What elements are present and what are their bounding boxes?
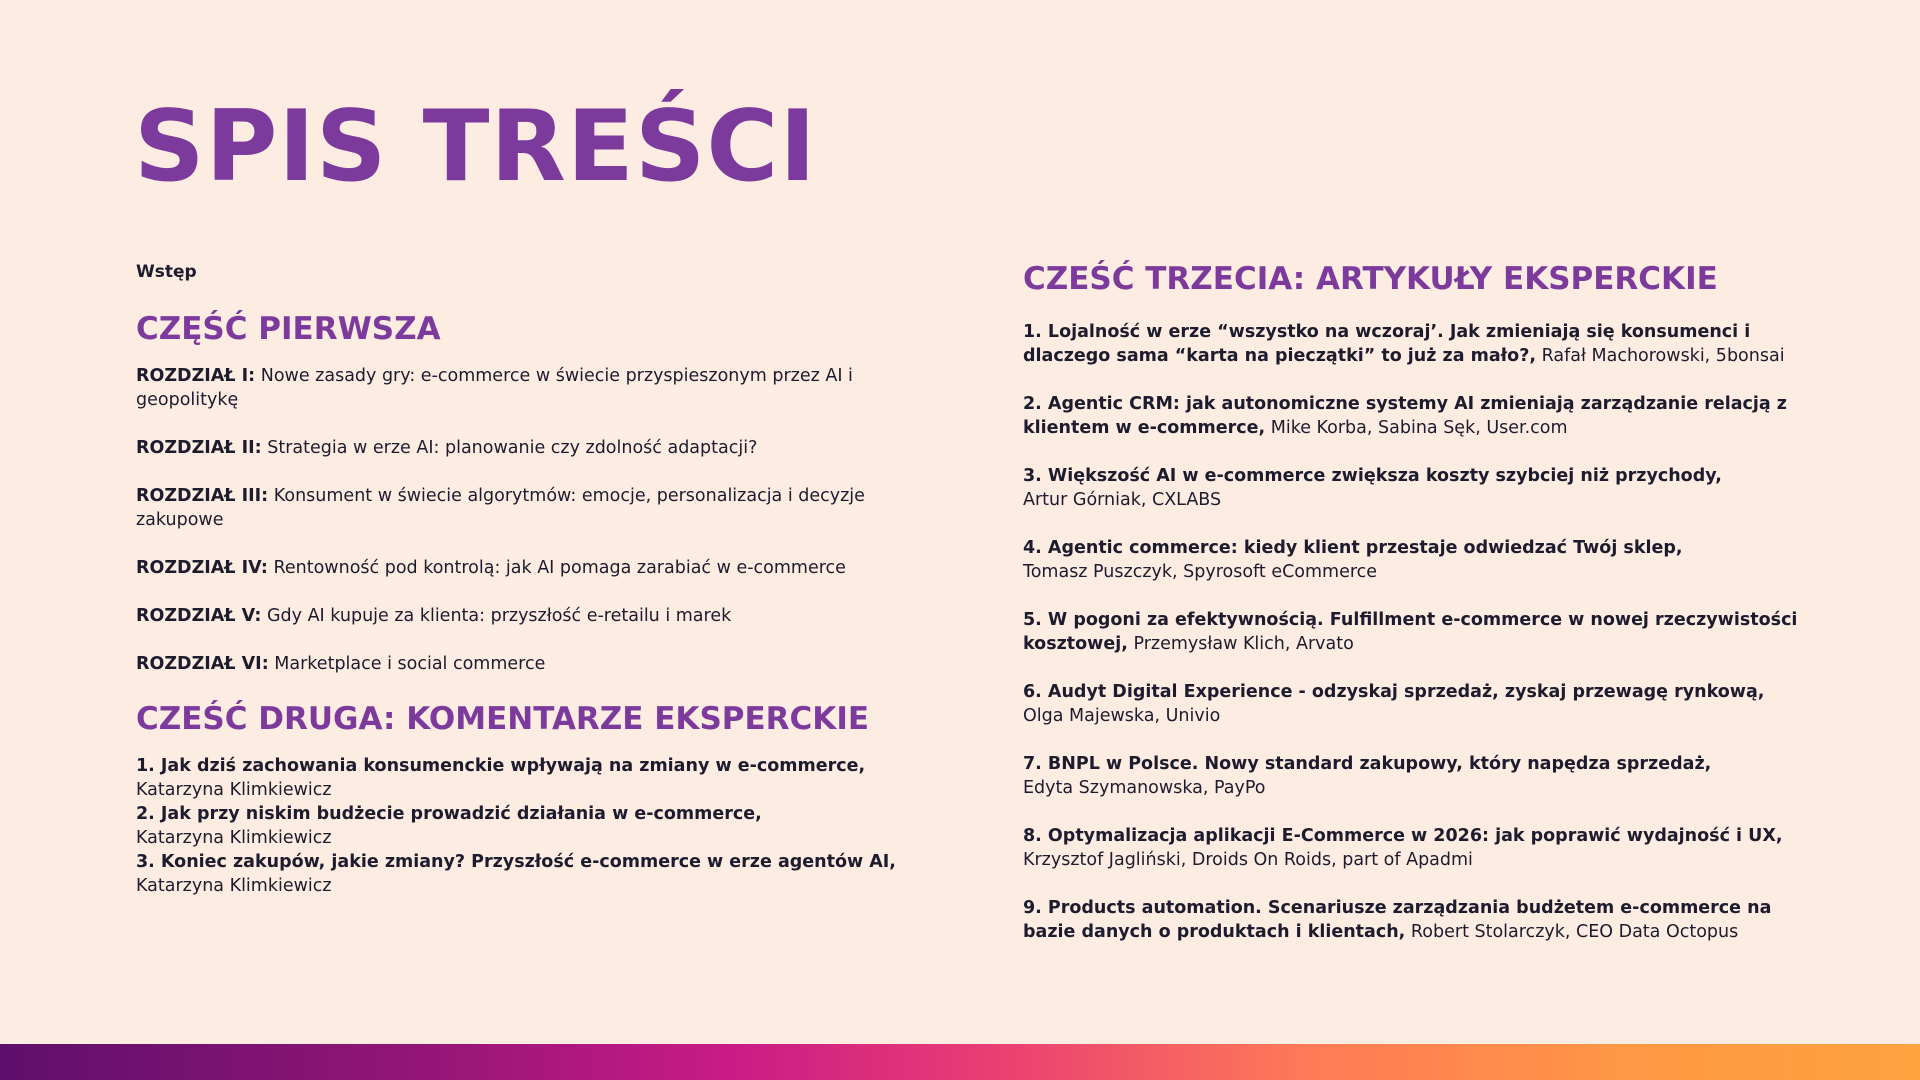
article-author: Rafał Machorowski, 5bonsai [1541, 346, 1785, 366]
article-item[interactable] [1023, 896, 1823, 944]
comment-title: 3. Koniec zakupów, jakie zmiany? Przyszłość e-commerce w erze agentów AI, [136, 852, 896, 872]
article-author: Krzysztof Jagliński, Droids On Roids, part of Apadmi [1023, 850, 1473, 870]
chapter-list [136, 364, 896, 676]
article-item[interactable] [1023, 464, 1823, 512]
comment-title: 2. Jak przy niskim budżecie prowadzić działania w e-commerce, [136, 804, 762, 824]
chapter-label: ROZDZIAŁ VI: [136, 654, 269, 674]
part2-heading: CZEŚĆ DRUGA: KOMENTARZE EKSPERCKIE [136, 701, 870, 737]
article-item[interactable] [1023, 752, 1823, 800]
chapter-text: Marketplace i social commerce [274, 654, 546, 674]
chapter-text: Rentowność pod kontrolą: jak AI pomaga zarabiać w e-commerce [273, 558, 846, 578]
article-title: 4. Agentic commerce: kiedy klient przestaje odwiedzać Twój sklep, [1023, 538, 1683, 558]
article-author: Artur Górniak, CXLABS [1023, 490, 1222, 510]
chapter-text: Strategia w erze AI: planowanie czy zdolność adaptacji? [267, 438, 758, 458]
comment-item[interactable] [136, 850, 896, 898]
article-item[interactable] [1023, 824, 1823, 872]
chapter-item[interactable] [136, 436, 896, 460]
chapter-item[interactable] [136, 652, 896, 676]
article-author: Tomasz Puszczyk, Spyrosoft eCommerce [1023, 562, 1378, 582]
article-item[interactable] [1023, 608, 1823, 656]
article-author: Mike Korba, Sabina Sęk, User.com [1270, 418, 1568, 438]
comment-title: 1. Jak dziś zachowania konsumenckie wpływają na zmiany w e-commerce, [136, 756, 866, 776]
toc-left-column [136, 262, 896, 898]
comment-item[interactable] [136, 802, 896, 850]
chapter-label: ROZDZIAŁ II: [136, 438, 262, 458]
article-title: 5. W pogoni za efektywnością. Fulfillment e-commerce w nowej rzeczywistości kosztowej, [1023, 610, 1798, 654]
article-item[interactable] [1023, 392, 1823, 440]
comment-list [136, 754, 896, 898]
part1-heading: CZĘŚĆ PIERWSZA [136, 311, 441, 347]
toc-intro[interactable]: Wstęp [136, 262, 197, 282]
comment-author: Katarzyna Klimkiewicz [136, 780, 332, 800]
chapter-text: Konsument w świecie algorytmów: emocje, personalizacja i decyzje zakupowe [136, 486, 865, 530]
chapter-item[interactable] [136, 484, 896, 532]
gradient-footer-bar [0, 1044, 1920, 1080]
article-author: Przemysław Klich, Arvato [1133, 634, 1354, 654]
article-title: 8. Optymalizacja aplikacji E-Commerce w 2026: jak poprawić wydajność i UX, [1023, 826, 1783, 846]
chapter-label: ROZDZIAŁ IV: [136, 558, 268, 578]
article-title: 3. Większość AI w e-commerce zwiększa koszty szybciej niż przychody, [1023, 466, 1722, 486]
article-item[interactable] [1023, 536, 1823, 584]
article-list [1023, 320, 1823, 944]
article-title: 6. Audyt Digital Experience - odzyskaj sprzedaż, zyskaj przewagę rynkową, [1023, 682, 1765, 702]
chapter-text: Gdy AI kupuje za klienta: przyszłość e-retailu i marek [266, 606, 732, 626]
comment-author: Katarzyna Klimkiewicz [136, 876, 332, 896]
chapter-item[interactable] [136, 364, 896, 412]
chapter-label: ROZDZIAŁ III: [136, 486, 269, 506]
chapter-label: ROZDZIAŁ V: [136, 606, 262, 626]
part3-heading: CZEŚĆ TRZECIA: ARTYKUŁY EKSPERCKIE [1023, 261, 1718, 297]
toc-right-column [1023, 260, 1823, 968]
comment-author: Katarzyna Klimkiewicz [136, 828, 332, 848]
chapter-item[interactable] [136, 556, 896, 580]
article-title: 1. Lojalność w erze “wszystko na wczoraj’. Jak zmieniają się konsumenci i dlaczego sama “karta na pieczątki” to już za mało?, [1023, 322, 1751, 366]
article-item[interactable] [1023, 680, 1823, 728]
article-author: Edyta Szymanowska, PayPo [1023, 778, 1266, 798]
chapter-item[interactable] [136, 604, 896, 628]
comment-item[interactable] [136, 754, 896, 802]
article-title: 7. BNPL w Polsce. Nowy standard zakupowy, który napędza sprzedaż, [1023, 754, 1712, 774]
article-item[interactable] [1023, 320, 1823, 368]
article-author: Olga Majewska, Univio [1023, 706, 1221, 726]
chapter-label: ROZDZIAŁ I: [136, 366, 256, 386]
article-author: Robert Stolarczyk, CEO Data Octopus [1410, 922, 1739, 942]
chapter-text: Nowe zasady gry: e-commerce w świecie przyspieszonym przez AI i geopolitykę [136, 366, 853, 410]
article-title: 2. Agentic CRM: jak autonomiczne systemy AI zmieniają zarządzanie relacją z klientem w e-commerce, [1023, 394, 1787, 438]
page-title: SPIS TREŚCI [134, 90, 817, 204]
article-title: 9. Products automation. Scenariusze zarządzania budżetem e-commerce na bazie danych o produktach i klientach, [1023, 898, 1772, 942]
